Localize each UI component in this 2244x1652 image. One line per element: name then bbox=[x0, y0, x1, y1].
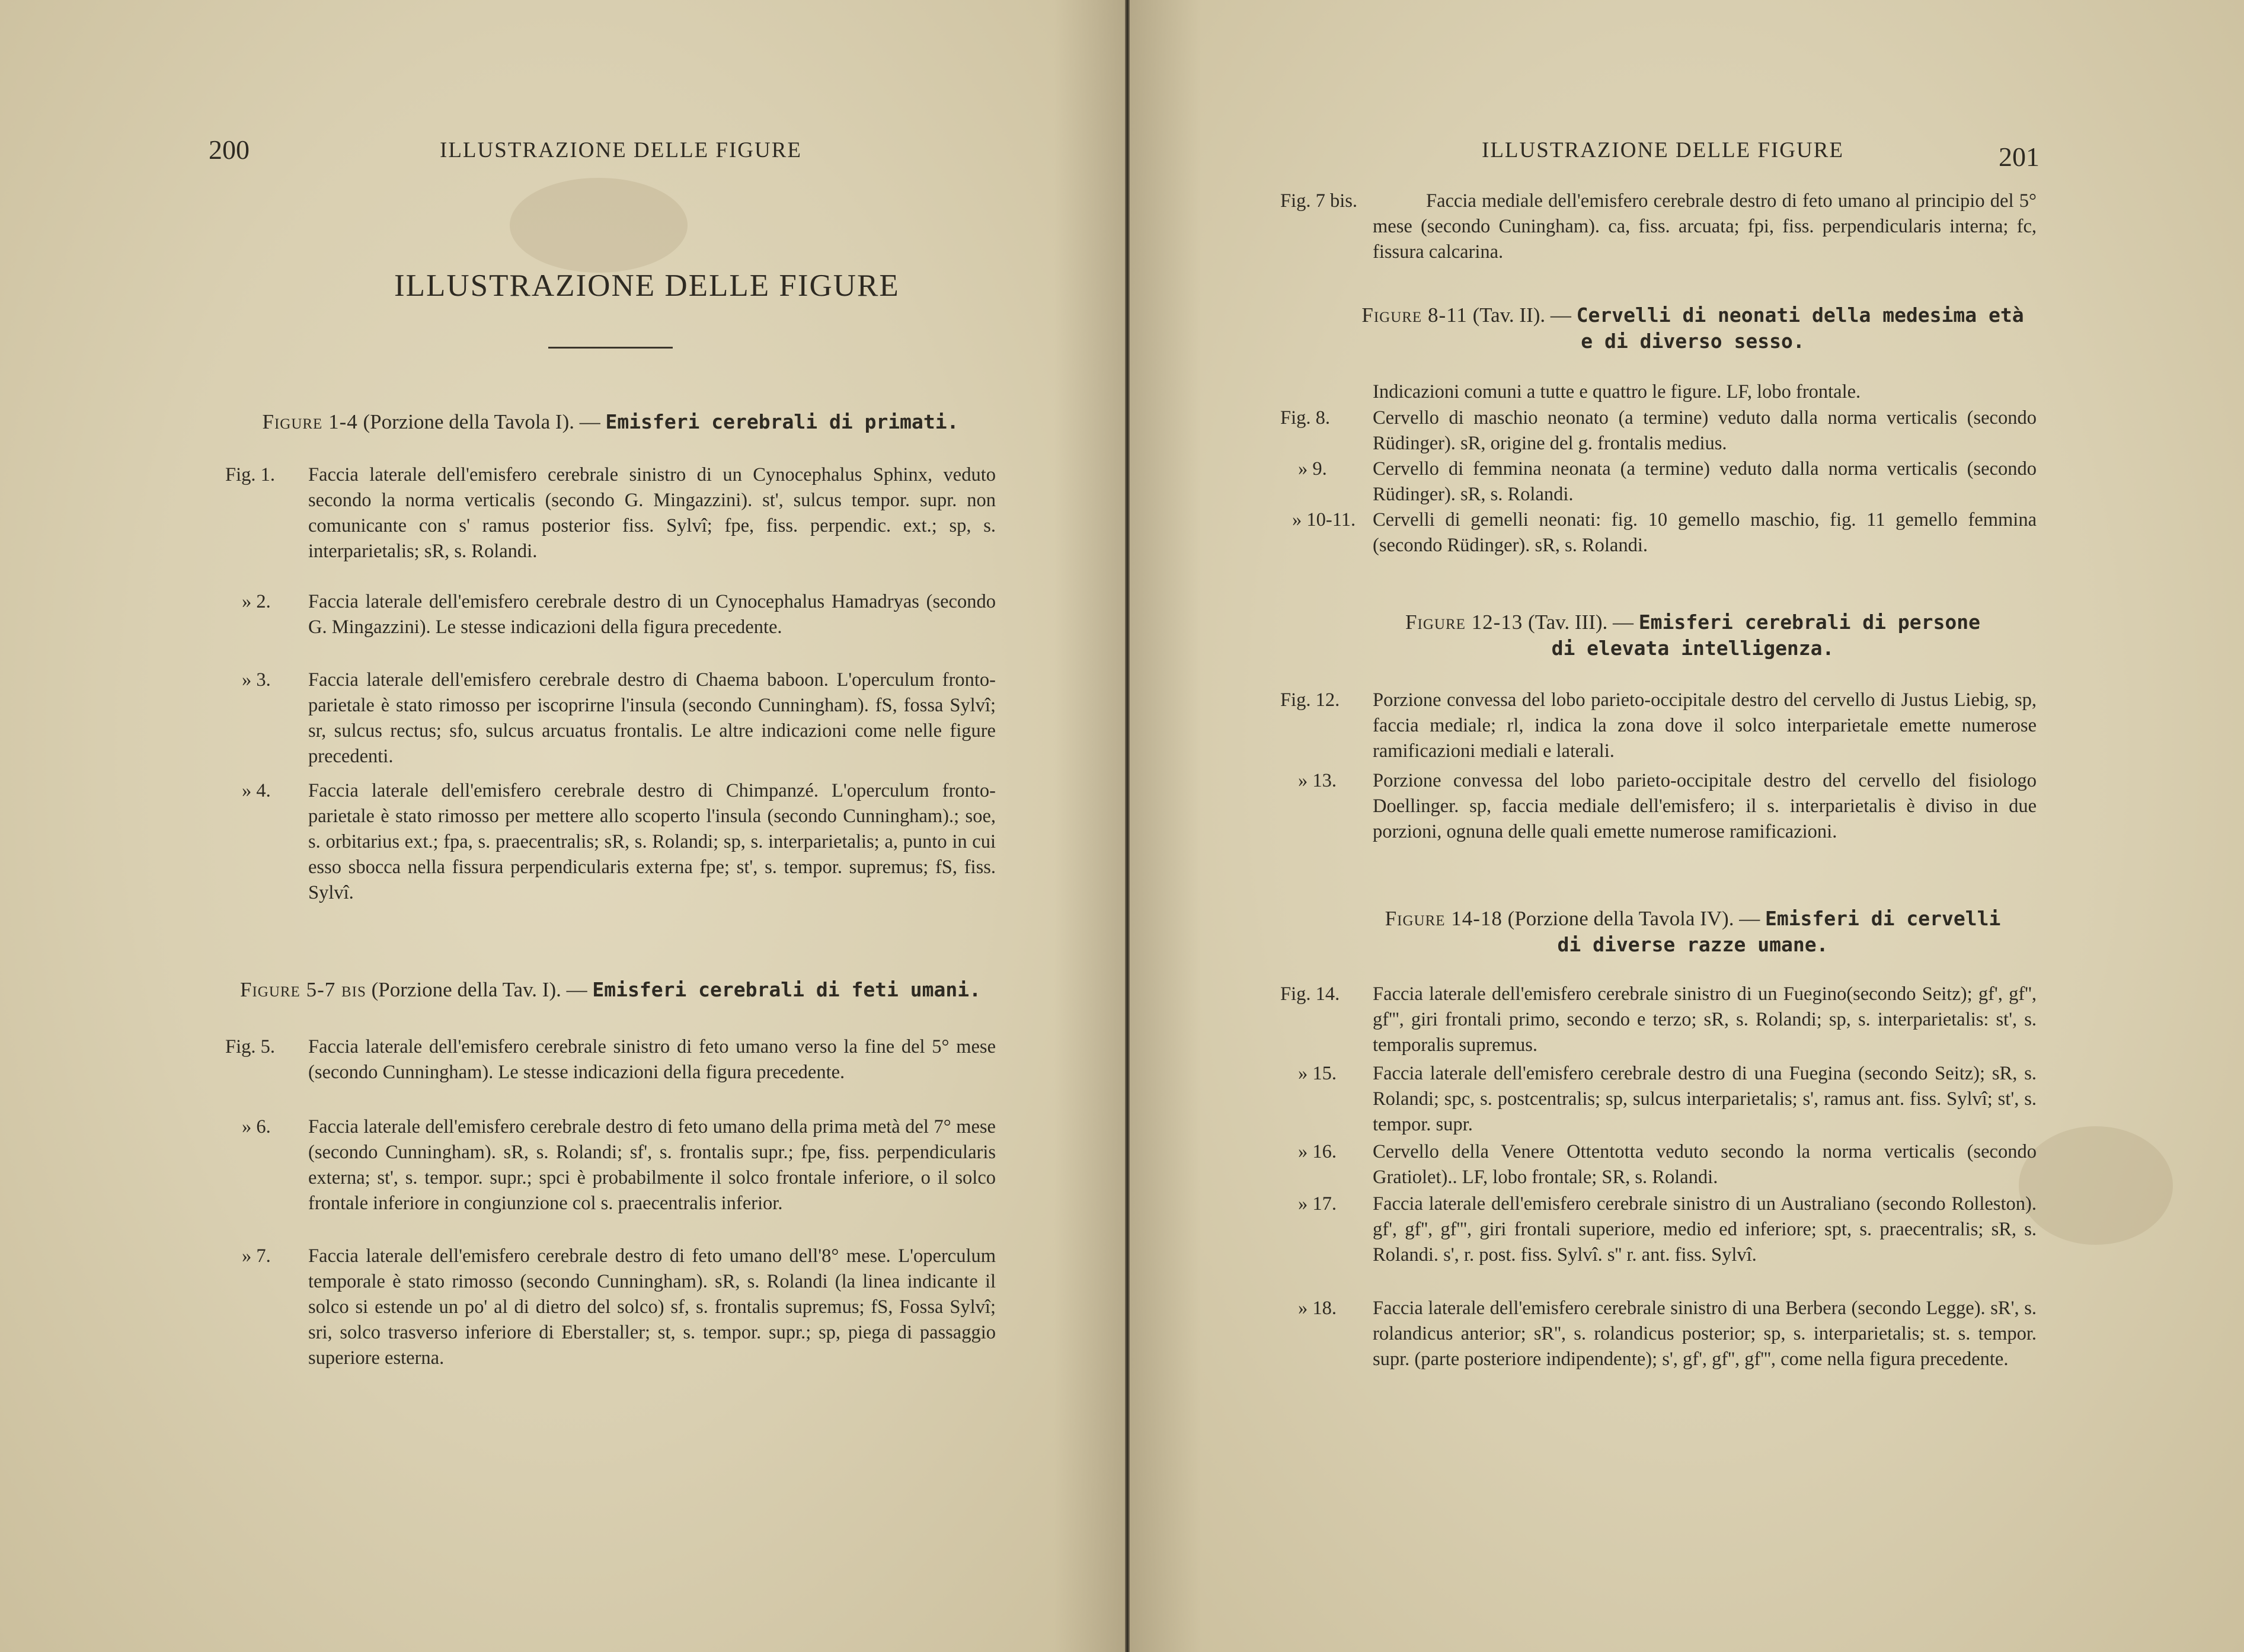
figure-entry bbox=[1298, 768, 2037, 845]
figure-caption: Faccia mediale dell'emisfero cerebrale destro di feto umano al principio del 5° mese (secondo Cuningham). ca, fiss. arcuata; fpi, fiss. perpendicularis interna; fc, fissura calcarina. bbox=[1373, 190, 2037, 263]
section-figure-range: Figure 14-18 bbox=[1385, 907, 1503, 930]
figure-caption: Faccia laterale dell'emisfero cerebrale destro di feto umano della prima metà del 7° mese (secondo Cunningham). sR, s. Rolandi; sf', s. frontalis supr.; fpe, fiss. perpendicularis externa; st', s. tempor. supr.; spci è probabilmente il solco frontale inferiore, o il solco frontale inferiore in congiunzione col s. praecentralis inferior. bbox=[308, 1116, 996, 1214]
figure-caption: Faccia laterale dell'emisfero cerebrale destro di Chimpanzé. L'operculum fronto-parietale è stato rimosso per mettere allo scoperto l'insula (secondo Cunningham).; soe, s. orbitarius ext.; fpa, s. praecentralis; sR, s. Rolandi; sp, s. interparietalis; a, punto in cui esso sbocca nella fissura perpendicularis externa fpe; st', s. tempor. supremus; fS, fiss. Sylvî. bbox=[308, 780, 996, 903]
figure-caption: Faccia laterale dell'emisfero cerebrale destro di Chaema baboon. L'operculum fronto-parietale è stato rimosso per iscoprirne l'insula (secondo Cunningham). fS, fossa Sylvî; sr, sulcus rectus; sfo, sulcus arcuatus frontalis. Le altre indicazioni come nelle figure precedenti. bbox=[308, 669, 996, 767]
paper-stain bbox=[510, 178, 688, 273]
paper-stain bbox=[2019, 1126, 2173, 1245]
book-gutter bbox=[1125, 0, 1130, 1652]
figure-label: » 13. bbox=[1298, 770, 1337, 791]
figure-label: Fig. 12. bbox=[1280, 689, 1340, 711]
figure-label: » 18. bbox=[1298, 1298, 1337, 1319]
figure-caption: Cervello di femmina neonata (a termine) veduto dalla norma verticalis (secondo Rüdinger). sR, s. Rolandi. bbox=[1373, 458, 2037, 505]
right-page bbox=[1130, 0, 2244, 1652]
figure-caption: Faccia laterale dell'emisfero cerebrale sinistro di un Australiano (secondo Rolleston). gf', gf'', gf''', giri frontali superiore, medio ed inferiore; spt, s. praecentralis; sR, s. Rolandi. s', r. post. fiss. Sylvî. s'' r. ant. fiss. Sylvî. bbox=[1373, 1193, 2037, 1266]
section-title: Emisferi cerebrali di persone bbox=[1638, 611, 1980, 634]
figure-label: » 7. bbox=[242, 1245, 271, 1267]
figure-caption: Faccia laterale dell'emisfero cerebrale destro di feto umano dell'8° mese. L'operculum temporale è stato rimosso (secondo Cunningham). sR, s. Rolandi (la linea indicante il solco si estende un po' al di dietro del solco) sf, s. frontalis supremus; fS, Fossa Sylvî; sri, solco trasverso inferiore di Eberstaller; st, s. tempor. supr.; sp, piega di passaggio superiore esterna. bbox=[308, 1245, 996, 1369]
figure-caption: Faccia laterale dell'emisfero cerebrale sinistro di un Fuegino(secondo Seitz); gf', gf'', gf''', giri frontali primo, secondo e terzo; sR, s. Rolandi; sp, s. interparietalis: st', s. temporalis supremus. bbox=[1373, 983, 2037, 1056]
figure-label: » 15. bbox=[1298, 1063, 1337, 1084]
section-title: Cervelli di neonati della medesima età bbox=[1576, 303, 2024, 327]
figure-label: Fig. 14. bbox=[1280, 983, 1340, 1005]
figure-entry bbox=[1298, 1061, 2037, 1137]
section-source: (Porzione della Tavola IV). — bbox=[1507, 907, 1760, 930]
figure-entry bbox=[1298, 456, 2037, 507]
figure-label: » 2. bbox=[242, 591, 271, 612]
figure-caption: Faccia laterale dell'emisfero cerebrale destro di un Cynocephalus Hamadryas (secondo G. Mingazzini). Le stesse indicazioni della figura precedente. bbox=[308, 591, 996, 638]
figure-entry bbox=[225, 1034, 996, 1085]
figure-entry bbox=[1298, 1296, 2037, 1372]
figure-entry bbox=[242, 778, 996, 906]
section-figure-range: Figure 12-13 bbox=[1405, 611, 1523, 634]
title-rule bbox=[548, 347, 673, 349]
figure-entry bbox=[1280, 405, 2037, 456]
common-note: Indicazioni comuni a tutte e quattro le figure. LF, lobo frontale. bbox=[1373, 381, 1861, 402]
section-figure-range: Figure 1-4 bbox=[262, 410, 358, 433]
page-shading bbox=[1054, 0, 1125, 1652]
figure-caption: Faccia laterale dell'emisfero cerebrale sinistro di un Cynocephalus Sphinx, veduto secondo la norma verticalis (secondo G. Mingazzini). st', sulcus tempor. supr. non comunicante con s' ramus posterior fiss. Sylvî; fpe, fiss. perpendic. ext.; sp, s. interparietalis; sR, s. Rolandi. bbox=[308, 464, 996, 562]
section-title: e di diverso sesso. bbox=[1581, 330, 1805, 353]
figure-caption: Cervello di maschio neonato (a termine) veduto dalla norma verticalis (secondo Rüdinger). sR, origine del g. frontalis medius. bbox=[1373, 407, 2037, 454]
section-source: (Porzione della Tavola I). — bbox=[363, 410, 600, 433]
figure-label: » 6. bbox=[242, 1116, 271, 1137]
section-title: Emisferi di cervelli bbox=[1764, 907, 2001, 930]
figure-label: Fig. 1. bbox=[225, 464, 275, 485]
figure-label: Fig. 8. bbox=[1280, 407, 1330, 429]
figure-label: Fig. 5. bbox=[225, 1036, 275, 1057]
section-title: di elevata intelligenza. bbox=[1551, 637, 1834, 660]
figure-entry bbox=[1298, 1191, 2037, 1268]
section-heading bbox=[1284, 906, 2102, 958]
figure-entry bbox=[1280, 188, 2037, 265]
page-number: 201 bbox=[1999, 142, 2040, 172]
section-heading bbox=[219, 977, 1002, 1003]
section-figure-range: Figure 5-7 bis bbox=[239, 978, 366, 1001]
figure-entry bbox=[1280, 688, 2037, 764]
figure-caption: Porzione convessa del lobo parieto-occipitale destro del cervello di Justus Liebig, sp, faccia mediale; rl, indica la zona dove il solco interparietale emette numerose ramificazioni mediali e laterali. bbox=[1373, 689, 2037, 762]
figure-caption: Faccia laterale dell'emisfero cerebrale destro di una Fuegina (secondo Seitz); sR, s. Rolandi; spc, s. postcentralis; sp, sulcus interparietalis; s', ramus ant. fiss. Sylvî; st', s. tempor. supr. bbox=[1373, 1063, 2037, 1135]
figure-label: » 16. bbox=[1298, 1141, 1337, 1162]
section-source: (Tav. III). — bbox=[1528, 611, 1634, 634]
figure-label: » 3. bbox=[242, 669, 271, 691]
section-title: Emisferi cerebrali di primati. bbox=[605, 410, 959, 433]
figure-entry bbox=[1298, 1139, 2037, 1190]
figure-caption: Porzione convessa del lobo parieto-occipitale destro del cervello del fisiologo Doellinger. sp, faccia mediale dell'emisfero; il s. interparietalis è diviso in due porzioni, ognuna delle quali emette numerose ramificazioni. bbox=[1373, 770, 2037, 842]
figure-label: » 9. bbox=[1298, 458, 1327, 480]
section-heading bbox=[1308, 609, 2078, 662]
figure-caption: Cervello della Venere Ottentotta veduto secondo la norma verticalis (secondo Gratiolet).. LF, lobo frontale; SR, s. Rolandi. bbox=[1373, 1141, 2037, 1188]
figure-entry bbox=[242, 667, 996, 769]
page-shading bbox=[1130, 0, 1201, 1652]
figure-entry bbox=[1292, 507, 2037, 558]
page-number: 200 bbox=[209, 135, 250, 165]
section-title: Emisferi cerebrali di feti umani. bbox=[592, 978, 981, 1001]
section-heading bbox=[1308, 302, 2078, 354]
section-heading bbox=[225, 409, 996, 435]
figure-label: » 10-11. bbox=[1292, 509, 1356, 531]
figure-caption: Cervelli di gemelli neonati: fig. 10 gemello maschio, fig. 11 gemello femmina (secondo Rüdinger). sR, s. Rolandi. bbox=[1373, 509, 2037, 556]
section-source: (Porzione della Tav. I). — bbox=[371, 978, 587, 1001]
section-title: di diverse razze umane. bbox=[1557, 933, 1829, 956]
figure-label: Fig. 7 bis. bbox=[1280, 190, 1358, 212]
figure-entry bbox=[225, 462, 996, 564]
figure-caption: Faccia laterale dell'emisfero cerebrale sinistro di feto umano verso la fine del 5° mese (secondo Cunningham). Le stesse indicazioni della figura precedente. bbox=[308, 1036, 996, 1083]
section-figure-range: Figure 8-11 bbox=[1361, 303, 1468, 327]
figure-entry bbox=[242, 1114, 996, 1216]
running-head: ILLUSTRAZIONE DELLE FIGURE bbox=[440, 138, 803, 162]
figure-label: » 4. bbox=[242, 780, 271, 801]
section-source: (Tav. II). — bbox=[1472, 303, 1571, 327]
figure-entry bbox=[242, 1244, 996, 1371]
figure-label: » 17. bbox=[1298, 1193, 1337, 1215]
figure-entry bbox=[242, 589, 996, 640]
figure-entry bbox=[1280, 982, 2037, 1058]
figure-caption: Faccia laterale dell'emisfero cerebrale sinistro di una Berbera (secondo Legge). sR', s. rolandicus anterior; sR'', s. rolandicus posterior; sp, s. interparietalis; st. s. tempor. supr. (parte posteriore indipendente); s', gf', gf'', gf''', come nella figura precedente. bbox=[1373, 1298, 2037, 1370]
chapter-title: ILLUSTRAZIONE DELLE FIGURE bbox=[394, 269, 900, 303]
running-head: ILLUSTRAZIONE DELLE FIGURE bbox=[1482, 138, 1845, 162]
